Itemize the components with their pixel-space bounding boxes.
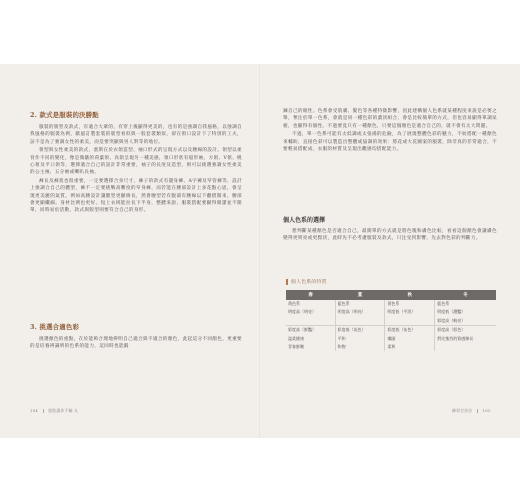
table-cell: 藍色系 [437,301,450,306]
table-cell: 彩度低（灰色） [335,326,385,335]
table-cell: 藍色系 [335,300,385,308]
table-cell: 明度低（濃豔） [437,309,466,315]
table-cell: 和煦 [335,343,385,351]
left-footer [30,408,78,414]
right-intro-paragraph: 不過，單一色系可能有太低調或太張揚的危險，為了展現整體色彩的魅力，不妨搭配一種顏色來輔助，直接色彩可以製造出整體或協調的效果：將花或大花圖案的服裝，除非真的非常適合，不要輕易搭配成，衣服的材質及呈現出觀感均搭配能力。 [283,132,497,153]
right-intro-body [283,108,497,153]
season-color-table [286,290,496,351]
right-running-head: 練習打扮法 [452,408,473,413]
personal-color-paragraph: 想判斷某種顏色是否適合自己，最簡單的方式就是將色塊和膚色比較，看看這個顏色會讓膚色變得更明亮或更黯淡，此時先不必考慮服裝及款式，只注受到影響，先去對色彩的判斷力。 [283,229,497,242]
header-summer: 夏 [335,290,385,300]
table-cell: 嫻淑 [385,335,435,343]
table-row [286,326,496,335]
left-page-number: 184 [30,408,39,413]
table-cell: 對比強烈的質感綿長 [437,335,474,341]
table-cell: 彩度低（灰色） [385,326,435,335]
table-cell: 彩度高（彩色） [435,326,496,335]
table-row [286,317,496,326]
table-cell: 黃色系 [286,300,335,308]
table-cell: 黃色系 [385,300,435,308]
section-2-body [30,124,242,215]
table-cell [435,343,496,351]
section-2-paragraph: 褲長及褲寬也很重要，一定要選擇合身尺寸，褲子的款式有闊身褲、A字褲及窄管褲等，設計上強調合自己的體型，褲不一定要挑戰高難度的窄身褲，而若能在腰部設計上多花點心思，會呈現更美麗的氣質。例如高腰設計讓腿型更顯修長，然會腰型若有腹部有腰線以下翻摺開來，腰部會更顯纖細。身材比例也更好。短上衣則能拉長下半身，整體來說，服裝搭配要顯得簡潔並不簡單，同時易於活動，款式與版型則要符合自己的身形。 [30,178,242,214]
table-cell: 青春鮮嫩 [286,343,335,351]
header-winter: 冬 [435,290,496,300]
season-table-title-text: 個人色系的特質 [291,280,327,285]
section-2-heading: 2. 款式是服裝的決勝點 [30,111,99,119]
table-cell: 明度高（明亮） [286,308,335,316]
table-cell: 平和 [335,335,385,343]
title-bar-mark [286,279,288,285]
personal-color-body [283,228,497,243]
season-table-title [286,278,327,285]
section-2-paragraph: 服裝的版型及款式，有適合大眾的，有穿上後顯得更美的，也有的是強調自我風格，以強調自我風格的服裝為例，歐風訂製套裝的版型看似與一般套裝類似，卻在領口設計下了特別的工夫，証不是為了強調女性的柔美，而是要突顯與男人對等的地位。 [30,125,242,145]
table-cell: 彩度高（鮮豔） [286,326,335,335]
table-row [286,300,496,308]
header-autumn: 秋 [385,290,435,300]
table-cell: 明度高（明亮） [335,308,385,316]
personal-color-heading: 個人色系的選擇 [283,217,326,224]
section-2-paragraph: 領型與女性柔美的款式，塞斯在於衣領造型、袖口形式的呈現方式以及腰線的設計。領型以柔背作不同的變化，像是微皺的荷葉領、高領呈現另一種美感，領口形狀有船形袖、方領、V領、桃心領及平口領等，選擇適合自己的設計非常重要，袖子的長度及造型，則可以挑選強調女性柔美的公主袖、五分袖或喇叭長袖。 [30,148,242,176]
table-cell: 柔和 [385,343,435,351]
right-page-number: 185 [482,408,491,413]
section-3-body [30,336,242,351]
table-cell: 溫柔健康 [286,335,335,343]
table-header-row [286,290,496,300]
table-row [286,343,496,351]
section-3-heading: 3. 挑選合適色彩 [30,323,80,331]
section-3-paragraph: 挑選顏色的重點，在於能夠合理地辨明自己適合與不適合的顏色，此起這分不同顏色，更重要的是培養辨識明的色系的能力，這同時也能鍛 [30,337,242,350]
table-cell: 明度低（平淡） [385,308,435,316]
table-cell [335,317,385,326]
right-intro-paragraph: 鍊自己的眼性。色系會受肌膚、髮色等各種特徵影響，因此建構個人色系就某種程度來說是必要之舉，奪注於單一色系，會就是同一種色彩的濃淡組合，會是比較簡單的方式，但也容易顯得單調呆板，也顯得有個性。不過要竟只有一種顏色，只要這個顏色是適合自己的，就不會有太大問題。 [283,109,497,129]
header-spring: 春 [286,290,335,300]
table-cell [385,317,435,326]
table-row [286,308,496,316]
right-page [260,0,520,500]
table-cell [286,317,335,326]
left-running-head: 服裝讓你不輸 丸 [48,408,79,413]
table-row [286,335,496,343]
right-footer [452,408,491,414]
table-cell: 彩度高（較亮） [437,317,466,323]
